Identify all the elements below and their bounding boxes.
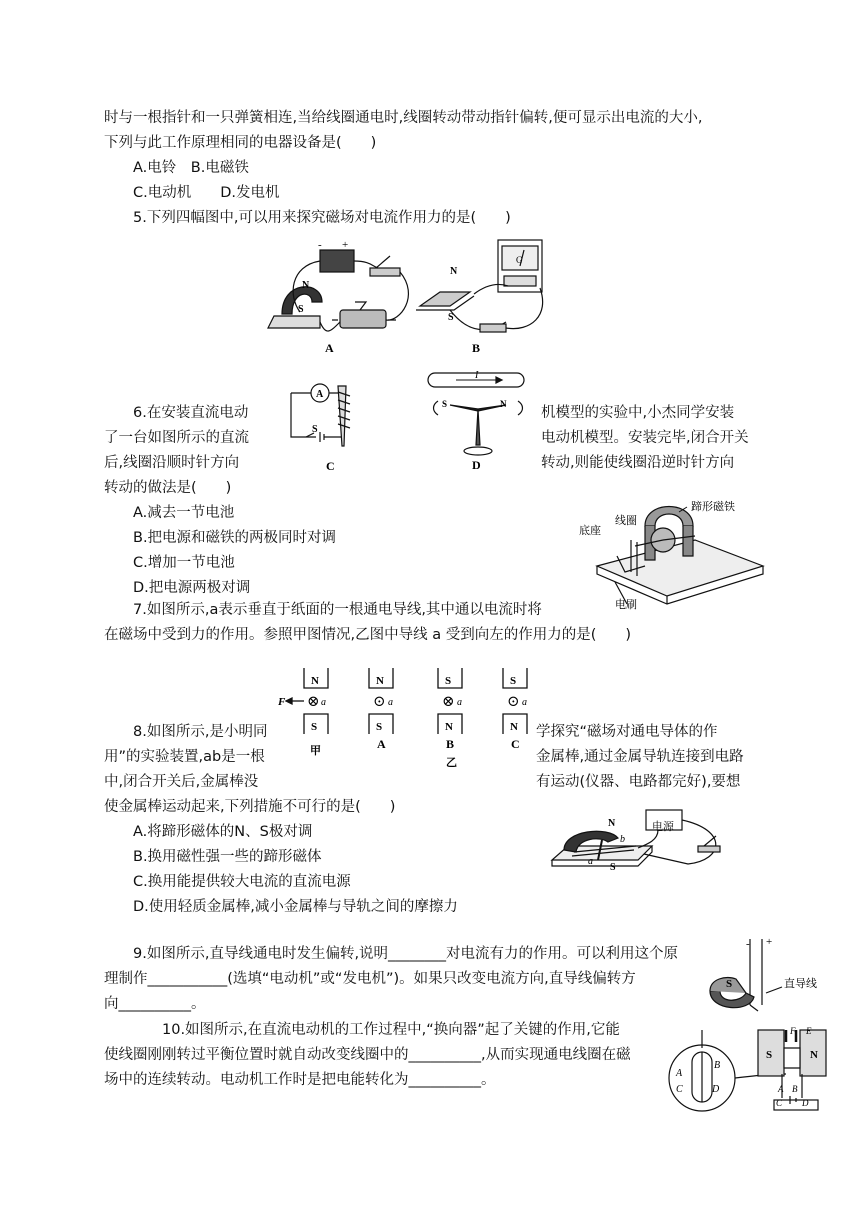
q8-option-d: D.使用轻质金属棒,减小金属棒与导轨之间的摩擦力	[133, 899, 458, 915]
q5-stem: 5.下列四幅图中,可以用来探究磁场对电流作用力的是( )	[133, 210, 511, 226]
q5-label-a: A	[325, 341, 334, 355]
q10-figure	[662, 1022, 842, 1112]
q6-motor-figure	[575, 496, 775, 612]
q7-jia-wire-label: a	[321, 697, 326, 708]
q8-rod-b: b	[620, 834, 625, 845]
q7-b-wire-label: a	[457, 697, 462, 708]
q10-south: S	[766, 1049, 773, 1061]
q5-c-ammeter: A	[316, 389, 324, 400]
q7-cap-a: A	[377, 737, 386, 751]
q8-option-a: A.将蹄形磁体的N、S极对调	[133, 824, 313, 840]
q9-minus: -	[746, 938, 750, 950]
q10-label-e: E	[806, 1026, 812, 1036]
q6-label-magnet: 蹄形磁铁	[691, 501, 735, 513]
q5-label-c: C	[326, 459, 335, 473]
q8-line3-left: 中,闭合开关后,金属棒没	[104, 774, 259, 790]
q8-power-source-label: 电源	[652, 820, 674, 833]
q6-line1-left: 6.在安装直流电动	[133, 405, 249, 421]
q7-b-top: S	[445, 675, 452, 687]
q8-rod-a: a	[588, 856, 593, 867]
q7-c-bottom: N	[510, 721, 518, 733]
q6-option-a: A.减去一节电池	[133, 505, 235, 521]
q8-line1-right: 学探究“磁场对通电导体的作	[536, 724, 718, 740]
q9-line3: 向__________。	[104, 996, 206, 1012]
q6-line3-left: 后,线圈沿顺时针方向	[104, 455, 240, 471]
q6-option-c: C.增加一节电池	[133, 555, 235, 571]
q5-d-current: I	[475, 370, 479, 381]
q10-label-a2: A	[778, 1084, 784, 1094]
q7-jia-wire: ⊗	[307, 694, 320, 710]
q7-cap-c: C	[511, 737, 520, 751]
q6-option-d: D.把电源两极对调	[133, 580, 251, 596]
q10-line3: 场中的连续转动。电动机工作时是把电能转化为__________。	[104, 1072, 496, 1088]
q8-figure	[548, 820, 744, 880]
q9-wire-label: 直导线	[784, 978, 817, 990]
q5-b-north: N	[450, 266, 458, 277]
q6-label-base: 底座	[579, 525, 601, 537]
q6-label-coil: 线圈	[615, 515, 637, 527]
q6-line3-right: 转动,则能使线圈沿逆时针方向	[541, 455, 735, 471]
q7-a-top: N	[376, 675, 384, 687]
q5-figure-c	[286, 380, 356, 476]
q6-line2-right: 电动机模型。安装完毕,闭合开关	[541, 430, 749, 446]
q10-label-c: C	[676, 1084, 683, 1095]
q7-cap-b: B	[446, 737, 455, 751]
q7-figure	[278, 662, 538, 769]
q10-line2: 使线圈刚刚转过平衡位置时就自动改变线圈中的__________,从而实现通电线圈在磁	[104, 1047, 631, 1063]
q4-options-cd: C.电动机 D.发电机	[133, 185, 280, 201]
q6-line4: 转动的做法是( )	[104, 480, 232, 496]
q8-line1-left: 8.如图所示,是小明同	[133, 724, 268, 740]
q5-a-minus: -	[318, 239, 322, 251]
q9-line1: 9.如图所示,直导线通电时发生偏转,说明________对电流有力的作用。可以利用这个原	[133, 946, 679, 962]
q5-a-plus: +	[342, 239, 349, 251]
q7-cap-jia: 甲	[310, 745, 321, 757]
q7-a-bottom: S	[376, 721, 383, 733]
q10-label-b: B	[714, 1060, 721, 1071]
q7-b-bottom: N	[445, 721, 453, 733]
q5-b-galvanometer: G	[516, 255, 523, 265]
q8-north: N	[608, 818, 616, 829]
q8-line2-right: 金属棒,通过金属导轨连接到电路	[536, 749, 744, 765]
q4-options-ab: A.电铃 B.电磁铁	[133, 160, 249, 176]
q7-a-wire: ⊙	[373, 694, 386, 710]
q7-force-label: F	[278, 696, 286, 708]
q9-south: S	[726, 978, 733, 990]
q10-line1: 10.如图所示,在直流电动机的工作过程中,“换向器”起了关键的作用,它能	[162, 1022, 620, 1038]
q10-north: N	[810, 1049, 818, 1061]
q7-b-wire: ⊗	[442, 694, 455, 710]
q5-figure-a	[260, 236, 420, 358]
q10-label-f: F	[790, 1026, 796, 1036]
q5-figure-b	[410, 236, 550, 358]
q7-a-wire-label: a	[388, 697, 393, 708]
q5-figure-d	[420, 365, 530, 473]
q10-label-d: D	[712, 1084, 720, 1095]
q5-d-north: N	[500, 399, 507, 409]
q10-label-a: A	[676, 1068, 683, 1079]
q6-line2-left: 了一台如图所示的直流	[104, 430, 249, 446]
q6-label-brush: 电刷	[615, 599, 637, 611]
q8-line3-right: 有运动(仪器、电路都完好),要想	[536, 774, 741, 790]
q8-line4: 使金属棒运动起来,下列措施不可行的是( )	[104, 799, 396, 815]
q7-c-wire-label: a	[522, 697, 527, 708]
q5-d-south: S	[442, 399, 448, 409]
q6-option-b: B.把电源和磁铁的两极同时对调	[133, 530, 337, 546]
q8-option-b: B.换用磁性强一些的蹄形磁体	[133, 849, 322, 865]
q7-c-top: S	[510, 675, 517, 687]
q5-label-b: B	[472, 341, 481, 355]
q7-line2: 在磁场中受到力的作用。参照甲图情况,乙图中导线 a 受到向左的作用力的是( )	[104, 627, 632, 643]
q10-label-d2: D	[802, 1098, 809, 1108]
q8-south: S	[610, 862, 616, 873]
q9-line2: 理制作___________(选填“电动机”或“发电机”)。如果只改变电流方向,直导线偏转方	[104, 971, 636, 987]
q5-label-d: D	[472, 458, 481, 472]
q8-option-c: C.换用能提供较大电流的直流电源	[133, 874, 351, 890]
q5-a-south: S	[298, 304, 304, 315]
q6-line1-right: 机模型的实验中,小杰同学安装	[541, 405, 735, 421]
q10-label-b2: B	[792, 1084, 798, 1094]
q7-cap-yi: 乙	[446, 757, 457, 769]
q5-b-south: S	[448, 312, 454, 323]
q7-jia-top: N	[311, 675, 319, 687]
q5-a-north: N	[302, 280, 310, 291]
q4-line1: 时与一根指针和一只弹簧相连,当给线圈通电时,线圈转动带动指针偏转,便可显示出电流的大小,	[104, 110, 703, 126]
q7-c-wire: ⊙	[507, 694, 520, 710]
q5-c-switch-label: S	[312, 424, 318, 435]
q10-label-c2: C	[776, 1098, 783, 1108]
q8-line2-left: 用”的实验装置,ab是一根	[104, 749, 265, 765]
q7-line1: 7.如图所示,a表示垂直于纸面的一根通电导线,其中通以电流时将	[133, 602, 542, 618]
q9-figure	[706, 935, 826, 1015]
q7-jia-bottom: S	[311, 721, 318, 733]
q4-line2: 下列与此工作原理相同的电器设备是( )	[104, 135, 377, 151]
q9-plus: +	[766, 936, 773, 948]
